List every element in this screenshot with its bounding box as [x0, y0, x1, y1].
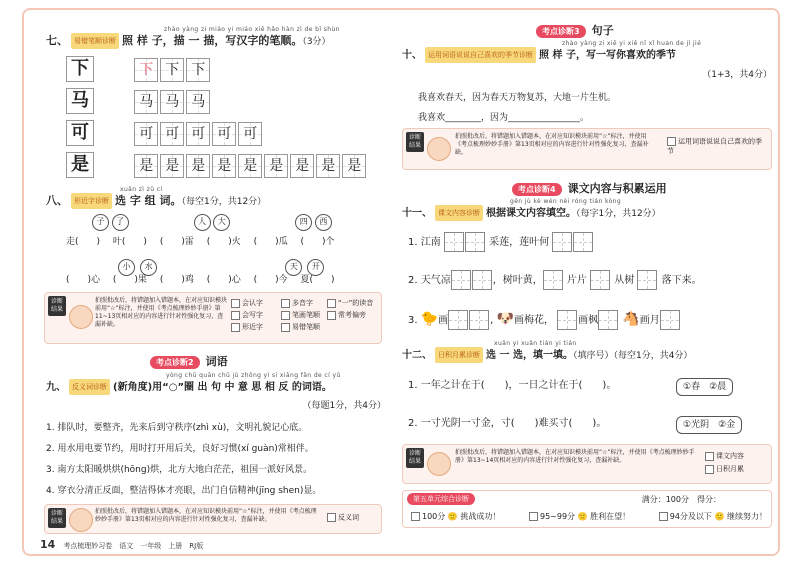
q9-items — [46, 418, 382, 502]
section-title: 课文内容与积累运用 — [567, 182, 667, 195]
q11-pinyin: gēn jù kè wén nèi róng tián kòng — [510, 198, 622, 205]
stroke-cell: 是 — [290, 154, 314, 178]
check-item[interactable]: 会写字 — [231, 309, 281, 321]
stroke-cell: 马 — [186, 90, 210, 114]
checkbox[interactable] — [231, 323, 240, 332]
diagnosis-label: 诊断结果 — [48, 508, 66, 528]
summary-box — [402, 490, 772, 528]
q12-tag: 日积月累诊断 — [435, 347, 483, 363]
stroke-row-2 — [66, 88, 212, 114]
q7-number: 七、 — [46, 34, 68, 47]
q7-pinyin: zhào yàng zi miáo yi miáo xiě hǎo hàn zì de bǐ shùn — [164, 26, 340, 33]
stroke-cell: 可 — [238, 122, 262, 146]
stroke-cell: 下 — [160, 58, 184, 82]
q8-score: （每空1分，共12分） — [181, 197, 267, 207]
section-pill: 考点诊断2 — [150, 356, 200, 369]
checkbox[interactable] — [659, 512, 668, 521]
diagnosis-checklist — [705, 450, 769, 476]
section-pill: 考点诊断3 — [536, 25, 586, 38]
section-pill: 考点诊断4 — [512, 183, 562, 196]
stroke-row-1 — [66, 56, 212, 82]
q8-circles-2 — [118, 254, 324, 276]
avatar-icon — [427, 137, 451, 161]
stroke-cell: 是 — [316, 154, 340, 178]
answer-box[interactable] — [573, 232, 593, 252]
avatar-icon — [69, 508, 93, 532]
q10-example: 我喜欢春天，因为春天万物复苏，大地一片生机。 — [418, 93, 617, 103]
dog-icon: 🐶 — [496, 311, 514, 327]
blank: ( )果 — [112, 275, 147, 285]
question-10 — [402, 40, 772, 80]
q12-line-1: 1. 一年之计在于( )，一日之计在于( )。 ①春 ②晨 — [408, 380, 768, 392]
section-title: 词语 — [205, 355, 228, 368]
blank: 叶( ) — [112, 237, 147, 247]
q10-pinyin: zhào yàng zi xiě yi xiě nǐ xǐ huan de jì jié — [562, 40, 702, 47]
diagnosis-text: 拍照批改后，将错题加入错题本，在对应知识模块前用“☆”标注，并使用《考点梳理妙妙手册》第13页相对应的内容进行针对性强化复习，查漏补缺。 — [95, 508, 317, 523]
option-circle: 人 — [194, 214, 211, 231]
blank: ( )心 — [206, 275, 241, 285]
check-item[interactable]: 易错笔顺 — [281, 321, 327, 333]
stroke-char: 可 — [66, 120, 94, 146]
stroke-char: 是 — [66, 152, 94, 178]
checkbox[interactable] — [281, 323, 290, 332]
option-circle: 水 — [140, 259, 157, 276]
stroke-char: 下 — [66, 56, 94, 82]
check-item[interactable]: 课文内容 — [705, 450, 769, 463]
blank: 夏( ) — [300, 275, 335, 285]
option-circle: 西 — [315, 214, 332, 231]
section-title: 句子 — [591, 24, 614, 37]
option-circle: 子 — [92, 214, 109, 231]
summary-option[interactable]: 95~99分 🙂 胜利在望！ — [529, 511, 630, 522]
stroke-row-4 — [66, 152, 368, 178]
q9-number: 九、 — [46, 382, 66, 393]
answer-box[interactable] — [660, 310, 680, 330]
check-item[interactable]: 形近字 — [231, 321, 281, 333]
diagnosis-box-9 — [44, 504, 382, 534]
q12-text: 选 一 选，填一填。 — [486, 350, 573, 361]
q11-score: （每字1分，共12分） — [576, 209, 661, 219]
q9-item: 4. 穿衣分清正反面，整洁得体才亮眼，出门自信精神(jīng shen)显。 — [46, 486, 322, 496]
q8-pinyin: xuǎn zì zǔ cí — [120, 186, 163, 193]
stroke-char: 马 — [66, 88, 94, 114]
q10-tag: 运用词语说说自己喜欢的季节诊断 — [425, 47, 536, 63]
q7-score: （3分） — [302, 37, 331, 47]
summary-title: 第五单元综合诊断 — [407, 493, 475, 505]
stroke-cell: 可 — [134, 122, 158, 146]
diagnosis-text: 拍照批改后，将错题加入错题本，在对应知识模块前用“☆”标注，并使用《考点梳理妙妙手册》第13~14页相对应的内容进行针对性强化复习，查漏补缺。 — [455, 449, 695, 464]
q8-line-2 — [66, 274, 386, 286]
q12-line-2: 2. 一寸光阴一寸金，寸( )难买寸( )。 ①光阴 ②金 — [408, 418, 768, 430]
checkbox[interactable] — [327, 311, 336, 320]
question-11 — [402, 198, 772, 221]
blank: ( )今 — [253, 275, 288, 285]
page-number: 14 — [40, 538, 56, 551]
q10-text: 照 样 子，写一写你喜欢的季节 — [539, 50, 676, 61]
q10-number: 十、 — [402, 50, 422, 61]
checkbox[interactable] — [705, 452, 714, 461]
avatar-icon — [427, 452, 451, 476]
checkbox[interactable] — [327, 513, 336, 522]
question-7 — [46, 26, 386, 49]
q9-item: 3. 南方太阳暖烘烘(hōng)烘，北方大地白茫茫，祖国一派好风景。 — [46, 465, 313, 475]
check-item[interactable]: 多音字 — [281, 297, 327, 309]
check-item[interactable]: “一”的读音 — [327, 297, 379, 309]
stroke-cell: 下 — [134, 58, 158, 82]
diagnosis-box-12 — [402, 444, 772, 484]
diagnosis-text: 拍照批改后，将错题加入错题本，在对应知识模块前用“☆”标注，并使用《考点梳理妙妙手册》第13页相对应的内容进行针对性强化复习，查漏补缺。 — [455, 133, 649, 156]
answer-box[interactable] — [465, 232, 485, 252]
question-9 — [46, 372, 386, 411]
answer-box[interactable] — [543, 270, 563, 290]
answer-box[interactable] — [469, 310, 489, 330]
stroke-row-3 — [66, 120, 264, 146]
option-circle: 小 — [118, 259, 135, 276]
question-12 — [402, 340, 772, 363]
checkbox[interactable] — [281, 311, 290, 320]
stroke-cell: 马 — [134, 90, 158, 114]
check-item[interactable]: 会认字 — [231, 297, 281, 309]
q8-number: 八、 — [46, 194, 68, 207]
q11-number: 十一、 — [402, 208, 432, 219]
q11-tag: 课文内容诊断 — [435, 205, 483, 221]
checkbox[interactable] — [281, 299, 290, 308]
blank: ( )火 — [206, 237, 241, 247]
q12-number: 十二、 — [402, 350, 432, 361]
answer-box[interactable] — [472, 270, 492, 290]
checkbox[interactable] — [327, 299, 336, 308]
answer-box[interactable] — [451, 270, 471, 290]
blank: ( )雷 — [159, 237, 194, 247]
answer-box[interactable] — [557, 310, 577, 330]
q11-line-2: 2. 天气凉 ，树叶黄， 片片 从树 落下来。 — [408, 270, 702, 290]
stroke-cell: 是 — [186, 154, 210, 178]
horse-icon: 🐴 — [622, 311, 640, 327]
check-item[interactable]: 日积月累 — [705, 463, 769, 476]
diagnosis-checklist — [231, 297, 379, 333]
checkbox[interactable] — [705, 465, 714, 474]
q8-text: 选 字 组 词。 — [115, 194, 182, 207]
page-footer — [40, 538, 203, 551]
checkbox[interactable] — [667, 137, 676, 146]
diagnosis-label: 诊断结果 — [48, 296, 66, 316]
question-8 — [46, 186, 386, 209]
q9-item: 2. 用水用电要节约，用时打开用后关，良好习惯(xí guàn)常相伴。 — [46, 444, 314, 454]
diagnosis-box-10 — [402, 128, 772, 170]
summary-option[interactable]: 100分 🙂 挑战成功！ — [411, 511, 500, 522]
diagnosis-text: 拍照批改后，将错题加入错题本，在对应知识模块前用“☆”标注，并使用《考点梳理妙妙手册》第11~13页相对应的内容进行针对性强化复习，查漏补缺。 — [95, 297, 228, 328]
q8-line-1 — [66, 236, 386, 248]
check-item[interactable]: 运用词语说说自己喜欢的季节 — [667, 137, 762, 155]
stroke-cell: 是 — [342, 154, 366, 178]
stroke-cell: 马 — [160, 90, 184, 114]
option-circle: 了 — [112, 214, 129, 231]
check-item[interactable]: 反义词 — [327, 513, 359, 523]
q9-score: （每题1分，共4分） — [302, 401, 386, 411]
stroke-cell: 可 — [160, 122, 184, 146]
summary-score: 满分：100分 得分： — [641, 495, 721, 504]
q8-tag: 形近字诊断 — [71, 193, 112, 209]
blank: 走( ) — [66, 237, 101, 247]
q12-options-1: ①春 ②晨 — [676, 378, 733, 396]
answer-box[interactable] — [598, 310, 618, 330]
q10-blank[interactable]: 我喜欢________，因为________________。 — [418, 113, 590, 123]
q12-score: （填序号）（每空1分，共4分） — [572, 351, 693, 361]
stroke-cell: 是 — [212, 154, 236, 178]
q9-text: (新角度)用“○”圈 出 句 中 意 思 相 反 的词语。 — [113, 382, 332, 393]
summary-options — [411, 511, 767, 522]
diagnosis-box-8 — [44, 292, 382, 344]
summary-option[interactable]: 94分及以下 🙂 继续努力！ — [659, 511, 767, 522]
checkbox[interactable] — [231, 311, 240, 320]
blank: ( )瓜 — [253, 237, 288, 247]
checkbox[interactable] — [529, 512, 538, 521]
answer-box[interactable] — [590, 270, 610, 290]
q9-item: 1. 排队时，要整齐，先来后到守秩序(zhì xù)，文明礼貌记心底。 — [46, 423, 308, 433]
q7-tag: 易错笔顺诊断 — [71, 33, 119, 49]
q12-options-2: ①光阴 ②金 — [676, 416, 742, 434]
section-3-header — [536, 22, 614, 36]
diagnosis-label: 诊断结果 — [406, 448, 424, 468]
answer-box[interactable] — [637, 270, 657, 290]
footer-text: 考点梳理妙习卷 语文 一年级 上册 RJ版 — [63, 542, 204, 550]
q12-pinyin: xuǎn yi xuǎn tián yi tián — [494, 340, 577, 347]
section-2-header — [150, 353, 228, 367]
option-circle: 大 — [213, 214, 230, 231]
diagnosis-label: 诊断结果 — [406, 132, 424, 152]
checkbox[interactable] — [231, 299, 240, 308]
chick-icon: 🐤 — [420, 311, 439, 327]
stroke-cell: 是 — [134, 154, 158, 178]
q8-circles-1 — [92, 214, 332, 231]
section-4-header — [512, 180, 667, 194]
answer-box[interactable] — [448, 310, 468, 330]
q9-pinyin: yòng chū quān chū jù zhōng yì si xiāng fǎn de cí yǔ — [166, 372, 341, 379]
option-circle: 天 — [285, 259, 302, 276]
answer-box[interactable] — [444, 232, 464, 252]
answer-box[interactable] — [552, 232, 572, 252]
stroke-cell: 是 — [264, 154, 288, 178]
q11-line-1: 1. 江南 采莲，莲叶何 — [408, 232, 594, 252]
q11-text: 根据课文内容填空。 — [486, 208, 576, 219]
q7-text: 照 样 子，描 一 描，写汉字的笔顺。 — [122, 34, 303, 47]
stroke-cell: 可 — [212, 122, 236, 146]
blank: ( )鸡 — [159, 275, 194, 285]
q10-score: （1+3，共4分） — [702, 70, 772, 80]
option-circle: 开 — [307, 259, 324, 276]
stroke-cell: 可 — [186, 122, 210, 146]
option-circle: 四 — [295, 214, 312, 231]
stroke-cell: 是 — [238, 154, 262, 178]
blank: ( )心 — [66, 275, 101, 285]
stroke-cell: 是 — [160, 154, 184, 178]
avatar-icon — [69, 305, 93, 329]
blank: ( )个 — [300, 237, 335, 247]
q11-line-3: 3. 🐤画 , 🐶画梅花， 画枫 🐴画月 — [408, 310, 681, 330]
checkbox[interactable] — [411, 512, 420, 521]
check-item[interactable]: 笔画笔顺 — [281, 309, 327, 321]
stroke-cell: 下 — [186, 58, 210, 82]
q9-tag: 反义词诊断 — [69, 379, 110, 395]
check-item[interactable]: 常考偏旁 — [327, 309, 379, 321]
